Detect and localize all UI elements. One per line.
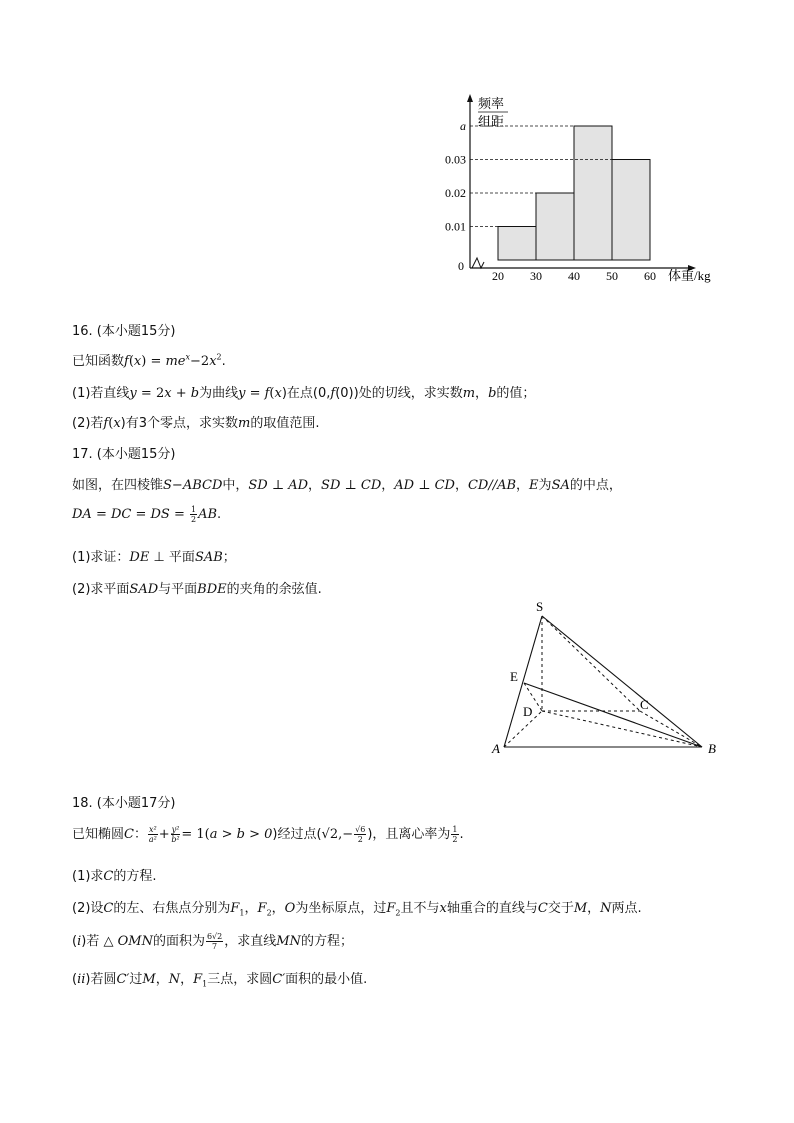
pyramid-figure bbox=[480, 595, 740, 765]
label-S: S bbox=[536, 599, 544, 614]
histogram-bar bbox=[574, 126, 612, 260]
label-C: C bbox=[640, 697, 649, 712]
label-D: D bbox=[523, 704, 533, 719]
label-E: E bbox=[510, 669, 518, 684]
histogram-chart bbox=[430, 90, 730, 290]
xtick-label: 50 bbox=[606, 269, 618, 283]
ytick-label: 0.03 bbox=[445, 152, 466, 167]
q18-part-ii: (ii)若圆C′过M，N，$F_1$三点，求圆C′面积的最小值. bbox=[72, 972, 368, 989]
ytick-label: 0.01 bbox=[445, 219, 466, 234]
q16-part1: (1)若直线y = 2x + b为曲线y = f(x)在点(0,f(0))处的切线，求实数m，b的值； bbox=[72, 386, 536, 401]
ytick-label: 0.02 bbox=[445, 186, 466, 200]
xtick-label: 60 bbox=[644, 269, 656, 283]
label-A: A bbox=[492, 741, 500, 756]
q16-part2: (2)若f(x)有3个零点，求实数m的取值范围. bbox=[72, 416, 320, 431]
y-axis-arrow bbox=[467, 94, 473, 102]
q18-header: 18. (本小题17分) bbox=[72, 796, 176, 811]
histogram-xticks bbox=[492, 269, 656, 283]
q18-stem: 已知椭圆C： $\frac{\text{x²}}{\text{a²}}$ + $\frac{\text{y²}}{\text{b²}}$ = 1(a > b > 0)经过点(√2,− $\frac{√6}{2}$ )，且离心率为 $\frac{1}{2}$ . bbox=[72, 825, 464, 844]
q17-part2: (2)求平面SAD与平面BDE的夹角的余弦值. bbox=[72, 582, 322, 597]
xtick-label: 20 bbox=[492, 269, 504, 283]
xlabel: 体重/kg bbox=[668, 268, 711, 283]
ylabel-bottom: 组距 bbox=[478, 114, 505, 129]
q18-part2: (2)设C的左、右焦点分别为$F_1$，$F_2$，O为坐标原点，过$F_2$且不与x轴重合的直线与C交于M，N两点. bbox=[72, 901, 642, 918]
q16-header: 16. (本小题15分) bbox=[72, 324, 176, 339]
histogram-bar bbox=[612, 160, 650, 261]
q16-stem: 已知函数$f(x) = me^x-2x^2$. bbox=[72, 352, 226, 369]
ylabel-top: 频率 bbox=[478, 96, 505, 111]
q17-part1: (1)求证：DE ⊥ 平面SAB； bbox=[72, 550, 236, 565]
histogram-yticks bbox=[445, 119, 466, 234]
origin-label: 0 bbox=[458, 259, 464, 273]
ytick-label: a bbox=[460, 119, 466, 133]
histogram-bar bbox=[536, 193, 574, 260]
q17-stem-line1: 如图，在四棱锥S−ABCD中，SD ⊥ AD，SD ⊥ CD，AD ⊥ CD，CD//AB，E为SA的中点， bbox=[72, 478, 622, 493]
axis-break-mark bbox=[472, 258, 484, 268]
q17-header: 17. (本小题15分) bbox=[72, 447, 176, 462]
xtick-label: 40 bbox=[568, 269, 580, 283]
label-B: B bbox=[708, 741, 716, 756]
xtick-label: 30 bbox=[530, 269, 542, 283]
q17-stem-line2: DA = DC = DS = $\frac{1}{2}$ AB. bbox=[72, 505, 222, 524]
q18-part-i: (i)若 △ OMN的面积为 $\frac{6√2}{7}$ ，求直线MN的方程； bbox=[72, 932, 353, 951]
histogram-bar bbox=[498, 227, 536, 261]
q18-part1: (1)求C的方程. bbox=[72, 869, 157, 884]
